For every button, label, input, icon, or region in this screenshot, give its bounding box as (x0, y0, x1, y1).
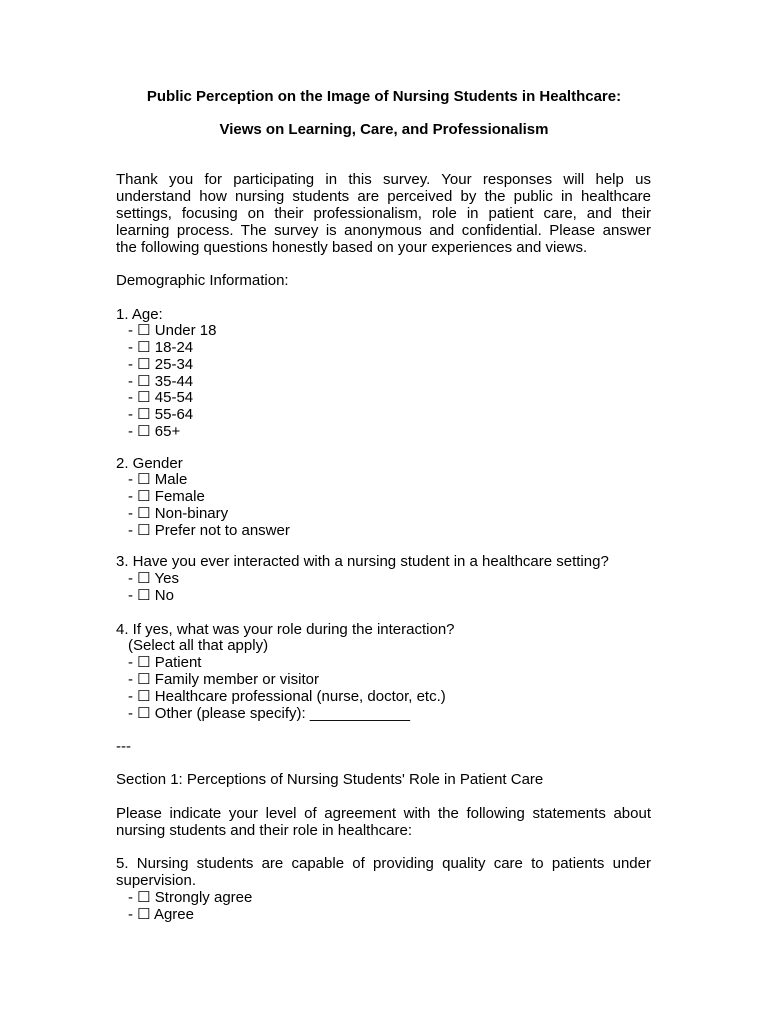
option-family-member[interactable]: - ☐ Family member or visitor (128, 671, 319, 688)
document-title: Public Perception on the Image of Nursing Students in Healthcare: (146, 88, 622, 105)
separator: --- (116, 738, 131, 755)
question-2-label: 2. Gender (116, 455, 183, 472)
option-no[interactable]: - ☐ No (128, 587, 174, 604)
question-4-note: (Select all that apply) (128, 637, 269, 654)
intro-line: learning process. The survey is anonymous and confidential. Please answer (116, 222, 651, 239)
option-female[interactable]: - ☐ Female (128, 488, 205, 505)
option-yes[interactable]: - ☐ Yes (128, 570, 179, 587)
question-1-label: 1. Age: (116, 306, 163, 323)
option-patient[interactable]: - ☐ Patient (128, 654, 202, 671)
option-18-24[interactable]: - ☐ 18-24 (128, 339, 194, 356)
option-prefer-not-to-answer[interactable]: - ☐ Prefer not to answer (128, 522, 290, 539)
question-5-label: 5. Nursing students are capable of providing quality care to patients under (116, 855, 651, 872)
option-other[interactable]: - ☐ Other (please specify): ____________ (128, 705, 410, 722)
section-1-heading: Section 1: Perceptions of Nursing Students' Role in Patient Care (116, 771, 544, 788)
section-1-intro-line: nursing students and their role in healthcare: (116, 822, 413, 839)
option-strongly-agree[interactable]: - ☐ Strongly agree (128, 889, 253, 906)
section-1-intro-line: Please indicate your level of agreement with the following statements about (116, 805, 651, 822)
option-non-binary[interactable]: - ☐ Non-binary (128, 505, 229, 522)
document-subtitle: Views on Learning, Care, and Professionalism (219, 121, 549, 138)
intro-line: settings, focusing on their professionalism, role in patient care, and their (116, 205, 651, 222)
question-4-label: 4. If yes, what was your role during the interaction? (116, 621, 455, 638)
option-25-34[interactable]: - ☐ 25-34 (128, 356, 194, 373)
option-65-plus[interactable]: - ☐ 65+ (128, 423, 181, 440)
intro-line: Thank you for participating in this survey. Your responses will help us (116, 171, 651, 188)
option-agree[interactable]: - ☐ Agree (128, 906, 194, 923)
intro-line: understand how nursing students are perceived by the public in healthcare (116, 188, 651, 205)
question-5-label-cont: supervision. (116, 872, 197, 889)
question-3-label: 3. Have you ever interacted with a nursing student in a healthcare setting? (116, 553, 609, 570)
option-male[interactable]: - ☐ Male (128, 471, 188, 488)
option-35-44[interactable]: - ☐ 35-44 (128, 373, 194, 390)
option-55-64[interactable]: - ☐ 55-64 (128, 406, 194, 423)
section-heading-demographic: Demographic Information: (116, 272, 289, 289)
option-under-18[interactable]: - ☐ Under 18 (128, 322, 217, 339)
intro-line: the following questions honestly based on your experiences and views. (116, 239, 588, 256)
option-healthcare-professional[interactable]: - ☐ Healthcare professional (nurse, doctor, etc.) (128, 688, 446, 705)
option-45-54[interactable]: - ☐ 45-54 (128, 389, 194, 406)
